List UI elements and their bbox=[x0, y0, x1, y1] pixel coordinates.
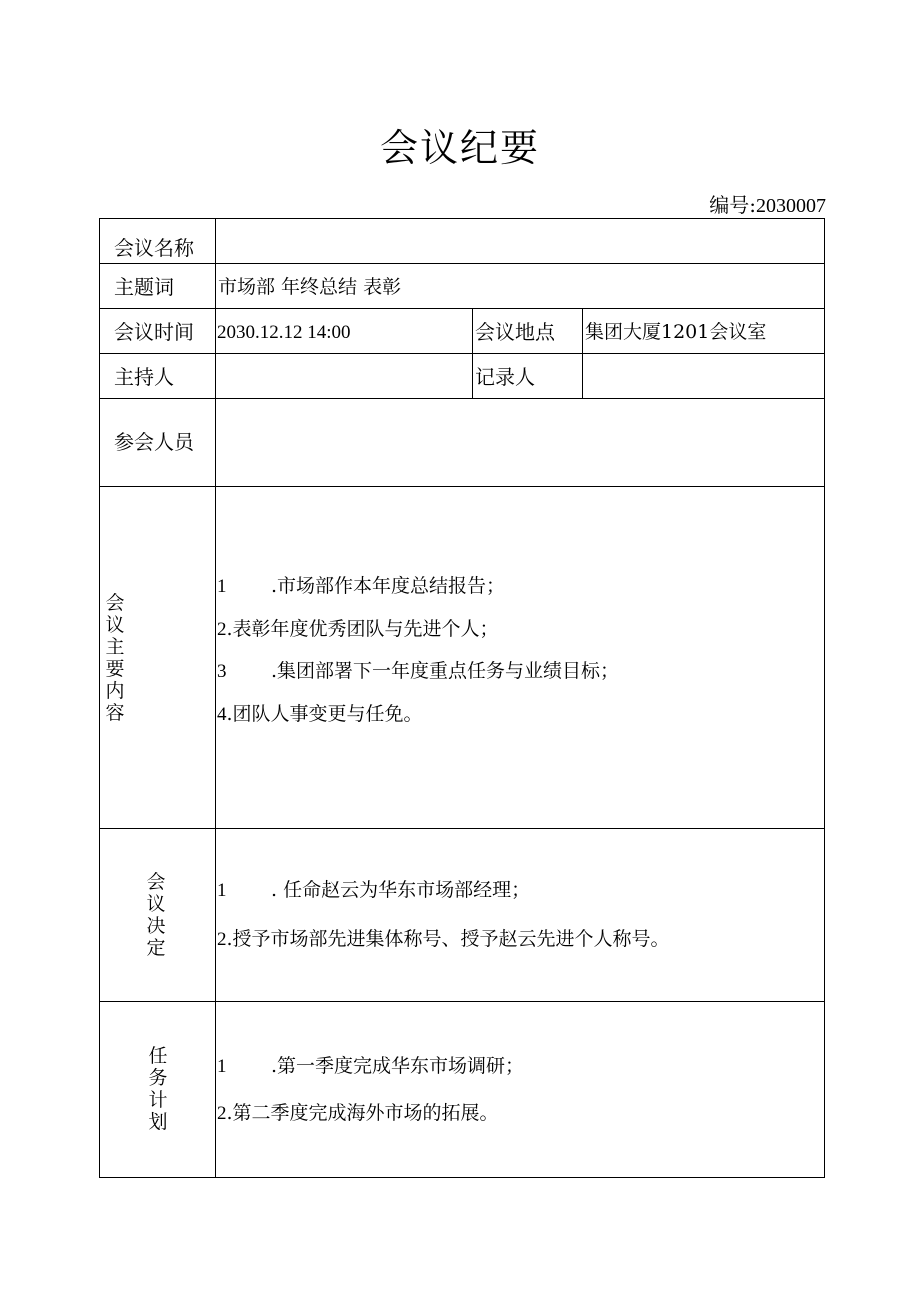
item-text: .表彰年度优秀团队与先进个人； bbox=[226, 618, 499, 640]
table-border-bottom bbox=[99, 1177, 825, 1178]
item-number: 2 bbox=[217, 1103, 227, 1124]
main-content-label-char: 容 bbox=[105, 702, 125, 724]
main-content-label-char: 要 bbox=[105, 658, 125, 680]
item-text: .集团部署下一年度重点任务与业绩目标； bbox=[271, 660, 620, 682]
item-text: .市场部作本年度总结报告； bbox=[271, 575, 506, 597]
item-number: 2 bbox=[217, 929, 227, 950]
document-number bbox=[709, 192, 826, 219]
table-column-divider bbox=[215, 218, 216, 1178]
meeting-time-value[interactable] bbox=[217, 319, 351, 346]
keywords-label: 主题词 bbox=[114, 275, 174, 299]
decisions-label-char: 决 bbox=[146, 915, 166, 937]
host-label: 主持人 bbox=[114, 365, 174, 389]
task-plan-label-char: 计 bbox=[148, 1089, 168, 1111]
meeting-name-label: 会议名称 bbox=[114, 236, 194, 260]
item-text: .授予市场部先进集体称号、授予赵云先进个人称号。 bbox=[226, 928, 670, 950]
table-column-divider bbox=[582, 308, 583, 399]
table-border-top bbox=[99, 218, 825, 219]
table-row-divider bbox=[99, 308, 825, 309]
item-number: 1 bbox=[217, 1056, 227, 1077]
meeting-time-label: 会议时间 bbox=[114, 320, 194, 344]
item-text: .第一季度完成华东市场调研； bbox=[271, 1055, 525, 1077]
decisions-label-char: 会 bbox=[146, 871, 166, 893]
attendees-label: 参会人员 bbox=[114, 430, 194, 454]
recorder-label: 记录人 bbox=[475, 365, 535, 389]
item-number: 4 bbox=[217, 704, 227, 725]
main-content-label-char: 主 bbox=[105, 636, 125, 658]
item-number: 3 bbox=[217, 661, 227, 682]
meeting-place-value[interactable]: 集团大厦1201会议室 bbox=[585, 321, 767, 343]
decisions-label-char: 议 bbox=[146, 893, 166, 915]
decisions-label-char: 定 bbox=[146, 937, 166, 959]
table-row-divider bbox=[99, 398, 825, 399]
table-column-divider bbox=[472, 308, 473, 399]
item-number: 1 bbox=[217, 576, 227, 597]
main-content-item bbox=[217, 701, 423, 728]
document-number-value: 2030007 bbox=[756, 195, 826, 217]
task-plan-label-char: 划 bbox=[148, 1111, 168, 1133]
meeting-place-label: 会议地点 bbox=[475, 320, 555, 344]
item-number: 2 bbox=[217, 619, 227, 640]
task-plan-label-char: 务 bbox=[148, 1067, 168, 1089]
main-content-item bbox=[217, 573, 505, 600]
meeting-time-text: 2030.12.12 14:00 bbox=[217, 322, 351, 343]
main-content-item bbox=[217, 658, 619, 685]
table-row-divider bbox=[99, 1001, 825, 1002]
document-title: 会议纪要 bbox=[379, 126, 540, 170]
main-content-item bbox=[217, 616, 499, 643]
table-border-right bbox=[824, 218, 825, 1178]
table-row-divider bbox=[99, 486, 825, 487]
decision-item bbox=[217, 877, 530, 904]
task-plan-item bbox=[217, 1100, 499, 1127]
item-text: .团队人事变更与任免。 bbox=[226, 703, 423, 725]
task-plan-item bbox=[217, 1053, 524, 1080]
table-row-divider bbox=[99, 263, 825, 264]
item-number: 1 bbox=[217, 880, 227, 901]
main-content-label-char: 内 bbox=[105, 680, 125, 702]
task-plan-label bbox=[138, 1045, 178, 1133]
decision-item bbox=[217, 926, 670, 953]
item-text: .第二季度完成海外市场的拓展。 bbox=[226, 1102, 499, 1124]
keywords-value[interactable]: 市场部 年终总结 表彰 bbox=[218, 276, 402, 298]
item-text: . 任命赵云为华东市场部经理； bbox=[271, 879, 531, 901]
table-row-divider bbox=[99, 828, 825, 829]
main-content-label-char: 议 bbox=[105, 614, 125, 636]
table-row-divider bbox=[99, 353, 825, 354]
main-content-label-char: 会 bbox=[105, 592, 125, 614]
main-content-label bbox=[95, 592, 135, 724]
decisions-label bbox=[136, 871, 176, 959]
task-plan-label-char: 任 bbox=[148, 1045, 168, 1067]
document-number-label: 编号: bbox=[709, 193, 756, 217]
